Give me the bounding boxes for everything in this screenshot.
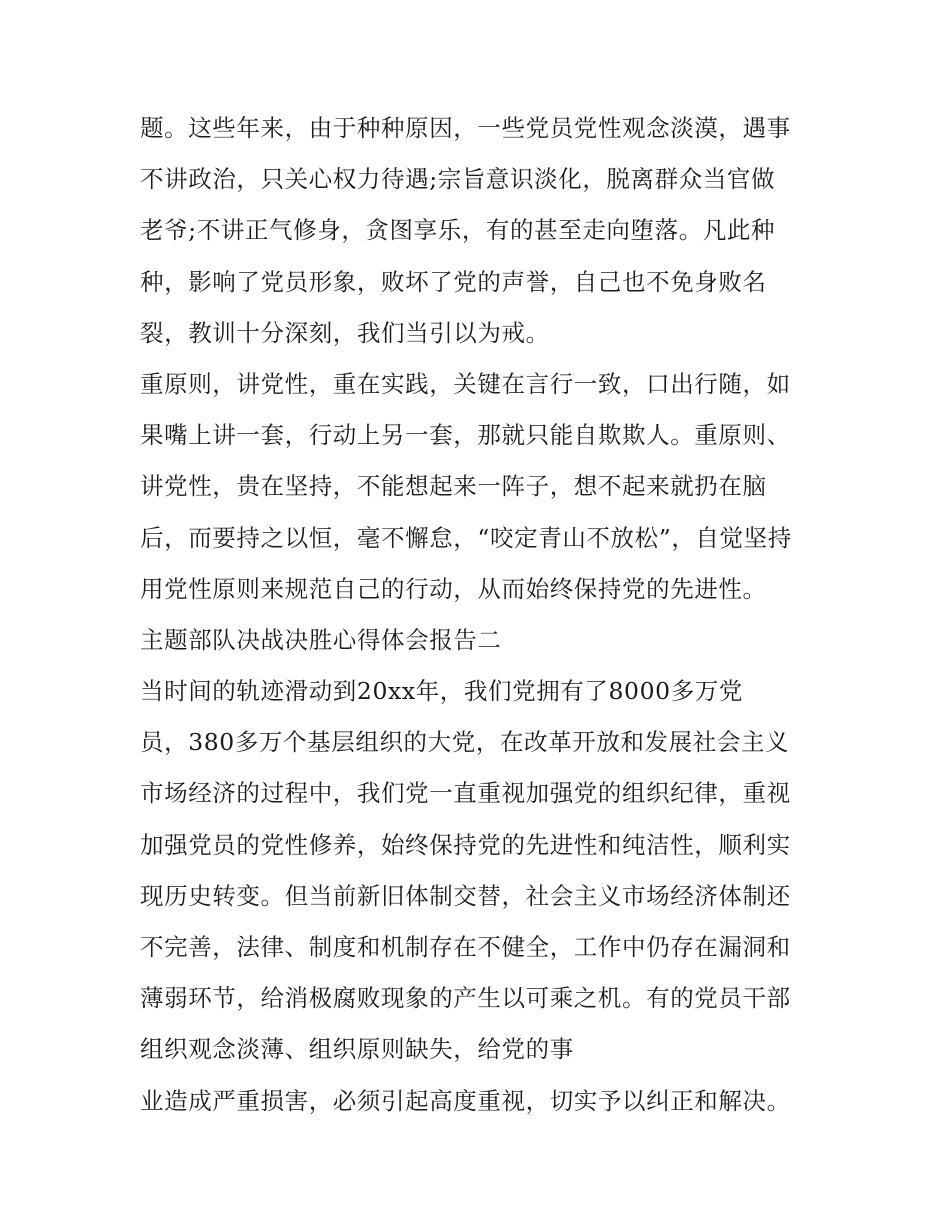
text-line: 员，380多万个基层组织的大党，在改革开放和发展社会主义 — [140, 728, 790, 757]
text-line: 重原则，讲党性，重在实践，关键在言行一致，口出行随，如 — [140, 369, 791, 398]
document-body — [140, 103, 840, 1127]
text-line: 裂，教训十分深刻，我们当引以为戒。 — [140, 318, 550, 347]
text-line: 市场经济的过程中，我们党一直重视加强党的组织纪律，重视 — [140, 779, 791, 808]
text-line: 薄弱环节，给消极腐败现象的产生以可乘之机。有的党员干部 — [140, 984, 791, 1013]
text-line: 业造成严重损害，必须引起高度重视，切实予以纠正和解决。 — [140, 1086, 791, 1115]
text-line: 加强党员的党性修养，始终保持党的先进性和纯洁性，顺利实 — [140, 830, 791, 859]
section-heading: 主题部队决战决胜心得体会报告二 — [140, 625, 502, 654]
text-line: 现历史转变。但当前新旧体制交替，社会主义市场经济体制还 — [140, 881, 791, 910]
text-line: 种，影响了党员形象，败坏了党的声誉，自己也不免身败名 — [140, 267, 767, 296]
text-line: 题。这些年来，由于种种原因，一些党员党性观念淡漠，遇事 — [140, 114, 791, 142]
text-line: 老爷;不讲正气修身，贪图享乐，有的甚至走向堕落。凡此种 — [140, 216, 776, 245]
text-line: 用党性原则来规范自己的行动，从而始终保持党的先进性。 — [140, 574, 767, 603]
text-line: 果嘴上讲一套，行动上另一套，那就只能自欺欺人。重原则、 — [140, 421, 791, 450]
text-line: 不讲政治，只关心权力待遇;宗旨意识淡化，脱离群众当官做 — [140, 165, 776, 194]
text-line: 讲党性，贵在坚持，不能想起来一阵子，想不起来就扔在脑 — [140, 472, 767, 501]
text-line: 当时间的轨迹滑动到20xx年，我们党拥有了8000多万党 — [140, 677, 744, 706]
text-line: 组织观念淡薄、组织原则缺失，给党的事 — [140, 1035, 574, 1064]
text-line: 后，而要持之以恒，毫不懈怠，“咬定青山不放松”，自觉坚持 — [140, 523, 792, 552]
text-line: 不完善，法律、制度和机制存在不健全，工作中仍存在漏洞和 — [140, 933, 791, 961]
